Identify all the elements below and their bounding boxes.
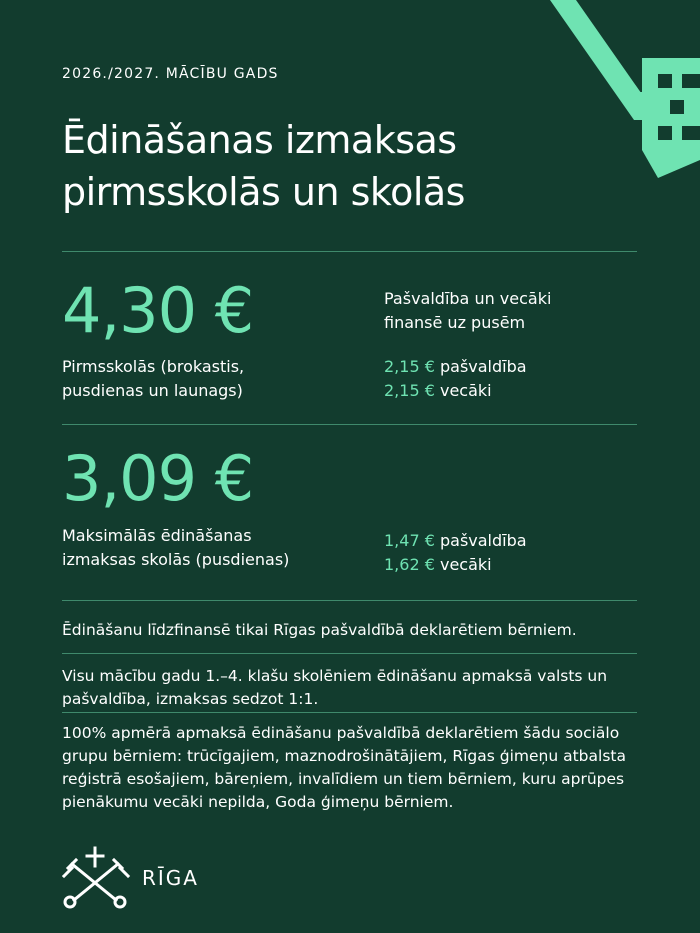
preschool-financing-note [384, 287, 551, 335]
page-title [62, 114, 465, 218]
label: vecāki [439, 555, 492, 574]
label: pašvaldība [439, 357, 527, 376]
key-decoration-icon [510, 0, 700, 190]
cofinancing-note: Ēdināšanu līdzfinansē tikai Rīgas pašvaldībā deklarētiem bērniem. [62, 621, 577, 639]
school-desc-line-2: izmaksas skolās (pusdienas) [62, 550, 290, 569]
title-line-1: Ēdināšanas izmaksas [62, 118, 457, 162]
financing-note-line-2: finansē uz pusēm [384, 313, 526, 332]
divider [62, 600, 637, 601]
grades-1-4-note [62, 665, 642, 711]
preschool-parents-share [384, 379, 527, 403]
preschool-desc-line-1: Pirmsskolās (brokastis, [62, 357, 245, 376]
title-line-2: pirmsskolās un skolās [62, 170, 465, 214]
social-note-line-3: reģistrā esošajiem, bāreņiem, invalīdiem un tiem bērniem, kuru aprūpes [62, 770, 625, 788]
social-note-line-1: 100% apmērā apmaksā ēdināšanu pašvaldībā deklarētiem šādu sociālo [62, 724, 620, 742]
social-groups-note [62, 722, 642, 814]
grades-note-line-2: pašvaldība, izmaksas sedzot 1:1. [62, 690, 319, 708]
school-price: 3,09 € [62, 442, 254, 515]
school-desc-line-1: Maksimālās ēdināšanas [62, 526, 252, 545]
preschool-price: 4,30 € [62, 274, 254, 347]
riga-keys-cross-icon [62, 846, 132, 910]
preschool-cost-split [384, 355, 527, 403]
financing-note-line-1: Pašvaldība un vecāki [384, 289, 552, 308]
divider [62, 653, 637, 654]
amount: 2,15 € [384, 357, 435, 376]
preschool-description [62, 355, 244, 403]
social-note-line-2: grupu bērniem: trūcīgajiem, maznodrošinātājiem, Rīgas ģimeņu atbalsta [62, 747, 626, 765]
label: pašvaldība [439, 531, 527, 550]
label: vecāki [439, 381, 492, 400]
grades-note-line-1: Visu mācību gadu 1.–4. klašu skolēniem ēdināšanu apmaksā valsts un [62, 667, 608, 685]
social-note-line-4: pienākumu vecāki nepilda, Goda ģimeņu bērniem. [62, 793, 454, 811]
riga-logo-text: RĪGA [142, 866, 199, 890]
divider [62, 424, 637, 425]
school-cost-split [384, 529, 527, 577]
school-parents-share [384, 553, 527, 577]
school-description [62, 524, 289, 572]
amount: 1,47 € [384, 531, 435, 550]
preschool-municipality-share [384, 355, 527, 379]
school-municipality-share [384, 529, 527, 553]
amount: 2,15 € [384, 381, 435, 400]
school-year-label: 2026./2027. MĀCĪBU GADS [62, 66, 279, 82]
amount: 1,62 € [384, 555, 435, 574]
preschool-desc-line-2: pusdienas un launags) [62, 381, 243, 400]
divider [62, 251, 637, 252]
divider [62, 712, 637, 713]
